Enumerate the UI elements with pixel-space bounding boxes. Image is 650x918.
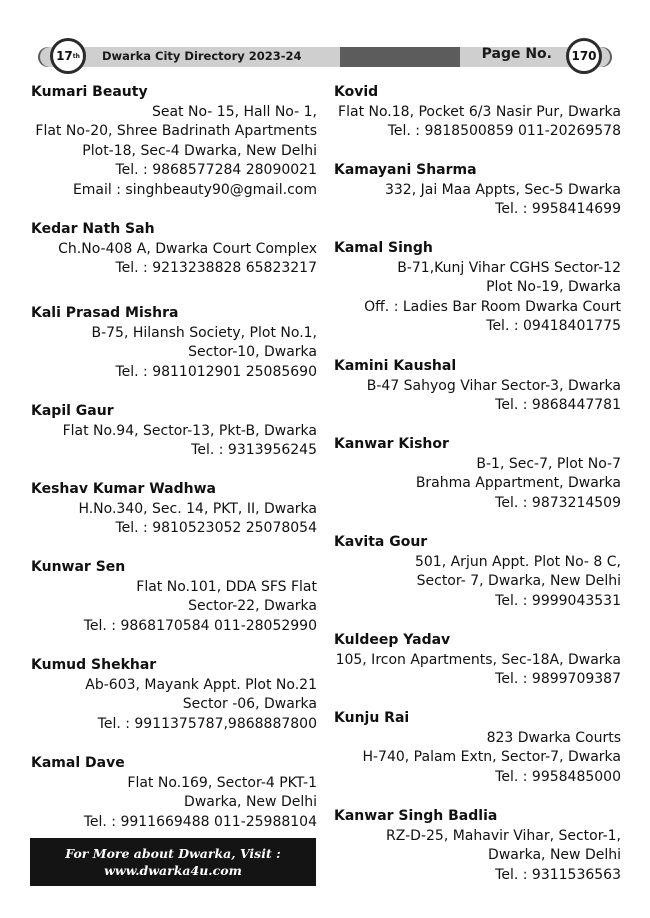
entry-line: 332, Jai Maa Appts, Sec-5 Dwarka: [384, 181, 621, 198]
directory-entry: [334, 357, 621, 435]
entry-line: Dwarka, New Delhi: [488, 847, 621, 863]
entry-line: Flat No-20, Shree Badrinath Apartments: [35, 123, 317, 139]
directory-entry: [334, 533, 621, 631]
entry-line: 823 Dwarka Courts: [486, 729, 621, 746]
left-column: [31, 83, 317, 832]
entry-line: Tel. : 9868170584 011-28052990: [83, 617, 317, 634]
entry-name: Kavita Gour: [334, 534, 428, 550]
entry-line: Plot No-19, Dwarka: [486, 279, 621, 295]
entry-line: Tel. : 9899709387: [495, 671, 621, 687]
entry-line: Flat No.94, Sector-13, Pkt-B, Dwarka: [62, 422, 317, 439]
entry-line: Tel. : 9811012901 25085690: [115, 363, 317, 380]
entry-line: Flat No.169, Sector-4 PKT-1: [127, 774, 317, 791]
promo-text: For More about Dwarka, Visit :: [65, 846, 281, 861]
directory-entry: [334, 807, 621, 885]
entry-line: Tel. : 9313956245: [191, 442, 317, 458]
entry-line: 105, Ircon Apartments, Sec-18A, Dwarka: [335, 651, 621, 668]
entry-line: RZ-D-25, Mahavir Vihar, Sector-1,: [386, 827, 621, 844]
entry-line: Tel. : 9868447781: [495, 397, 621, 413]
entry-name: Kamal Dave: [31, 755, 125, 771]
website-link[interactable]: www.dwarka4u.com: [104, 863, 242, 878]
entry-name: Kunwar Sen: [31, 559, 126, 575]
page-header: [30, 44, 620, 70]
entry-line: H.No.340, Sec. 14, PKT, II, Dwarka: [78, 500, 317, 517]
entry-line: Sector- 7, Dwarka, New Delhi: [416, 573, 621, 589]
entry-line: Tel. : 9911375787,9868887800: [97, 715, 317, 732]
entry-name: Keshav Kumar Wadhwa: [31, 481, 216, 497]
page-number: 170: [571, 49, 597, 63]
entry-name: Kunju Rai: [334, 710, 410, 726]
directory-entry: [31, 656, 317, 754]
entry-name: Kuldeep Yadav: [334, 632, 451, 648]
page-label: Page No.: [481, 46, 552, 62]
entry-name: Kali Prasad Mishra: [31, 305, 179, 321]
directory-entry: [31, 480, 317, 558]
entry-name: Kovid: [334, 84, 379, 100]
entry-line: Sector-10, Dwarka: [188, 344, 317, 360]
directory-entry: [31, 402, 317, 480]
directory-entry: [31, 83, 317, 220]
entry-name: Kumari Beauty: [31, 84, 148, 100]
directory-title: Dwarka City Directory 2023-24: [102, 49, 302, 63]
entry-line: Ab-603, Mayank Appt. Plot No.21: [85, 676, 317, 693]
directory-entry: [334, 239, 621, 357]
entry-line: Plot-18, Sec-4 Dwarka, New Delhi: [82, 142, 317, 159]
entry-name: Kamal Singh: [334, 240, 433, 256]
entry-line: Seat No- 15, Hall No- 1,: [151, 103, 317, 120]
website-promo-box: [30, 838, 316, 886]
entry-line: Flat No.18, Pocket 6/3 Nasir Pur, Dwarka: [338, 103, 621, 120]
entry-line: B-71,Kunj Vihar CGHS Sector-12: [397, 259, 621, 276]
directory-entry: [31, 558, 317, 656]
directory-entry: [334, 435, 621, 533]
entry-name: Kedar Nath Sah: [31, 221, 155, 237]
entry-line: Tel. : 9311536563: [495, 866, 621, 883]
edition-number: 17: [56, 49, 73, 63]
entry-line: Tel. : 9999043531: [495, 592, 621, 609]
directory-entry: [334, 709, 621, 807]
entry-name: Kapil Gaur: [31, 403, 114, 419]
directory-entry: [31, 754, 317, 832]
edition-badge: [50, 38, 86, 74]
entry-line: Sector -06, Dwarka: [182, 696, 317, 712]
directory-entry: [334, 161, 621, 239]
entry-line: Flat No.101, DDA SFS Flat: [136, 578, 317, 595]
entry-name: Kanwar Kishor: [334, 436, 449, 452]
entry-line: H-740, Palam Extn, Sector-7, Dwarka: [362, 749, 621, 765]
entry-line: Tel. : 9873214509: [495, 494, 621, 511]
entry-line: B-1, Sec-7, Plot No-7: [476, 455, 621, 472]
directory-entry: [31, 220, 317, 304]
entry-line: Tel. : 9958414699: [495, 201, 621, 217]
entry-name: Kumud Shekhar: [31, 657, 157, 673]
entry-line: Tel. : 9868577284 28090021: [115, 162, 317, 178]
entry-line: 501, Arjun Appt. Plot No- 8 C,: [414, 553, 621, 570]
entry-line: Tel. : 09418401775: [486, 318, 621, 334]
edition-suffix: th: [72, 52, 80, 60]
entry-line: B-75, Hilansh Society, Plot No.1,: [91, 324, 317, 341]
entry-line: Sector-22, Dwarka: [188, 598, 317, 614]
entry-line: Dwarka, New Delhi: [184, 794, 317, 810]
entry-line: Email : singhbeauty90@gmail.com: [72, 181, 317, 198]
entry-line: B-47 Sahyog Vihar Sector-3, Dwarka: [366, 377, 621, 394]
entry-line: Tel. : 9818500859 011-20269578: [387, 123, 621, 139]
entry-line: Brahma Appartment, Dwarka: [415, 475, 621, 491]
entry-name: Kamini Kaushal: [334, 358, 457, 374]
entry-name: Kamayani Sharma: [334, 162, 477, 178]
entry-name: Kanwar Singh Badlia: [334, 808, 498, 824]
page-number-badge: [566, 38, 602, 74]
entry-line: Tel. : 9213238828 65823217: [115, 260, 317, 276]
directory-entry: [31, 304, 317, 402]
entry-line: Ch.No-408 A, Dwarka Court Complex: [58, 240, 317, 257]
directory-entry: [334, 631, 621, 709]
right-column: [334, 83, 621, 885]
directory-entry: [334, 83, 621, 161]
entry-line: Tel. : 9958485000: [495, 768, 621, 785]
entry-line: Off. : Ladies Bar Room Dwarka Court: [364, 298, 621, 315]
entry-line: Tel. : 9911669488 011-25988104: [83, 813, 317, 830]
entry-line: Tel. : 9810523052 25078054: [115, 520, 317, 536]
